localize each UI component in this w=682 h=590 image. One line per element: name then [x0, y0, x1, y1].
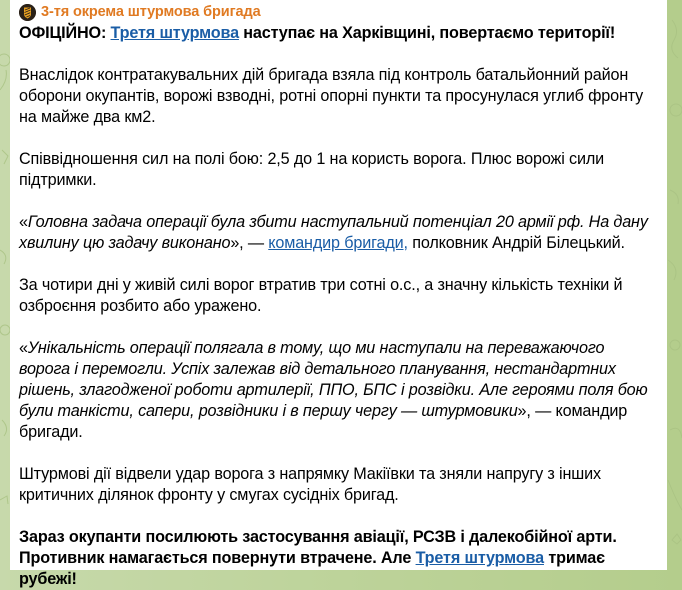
brigade-emblem-icon[interactable]: [19, 4, 36, 21]
paragraph-assault-actions: Штурмові дії відвели удар ворога з напрямку Макіївки та зняли напругу з інших критичних ділянок фронту у смугах сусідніх бригад.: [19, 465, 601, 504]
open-quote: «: [19, 339, 28, 357]
paragraph-operation-quote: [19, 338, 659, 443]
open-quote: «: [19, 213, 28, 231]
paragraph-enemy-losses: За чотири дні у живій силі ворог втратив три сотні о.с., а значну кількість техніки й озброєння розбито або уражено.: [19, 276, 623, 315]
paragraph-force-ratio: Співвідношення сил на полі бою: 2,5 до 1 на користь ворога. Плюс ворожі сили підтримки.: [19, 150, 605, 189]
third-assault-link[interactable]: Третя штурмова: [110, 24, 239, 42]
paragraph-counterattack: Внаслідок контратакувальних дій бригада взяла під контроль батальйонний район оборони окупантів, ворожі взводні, ротні опорні пункти та просунулася углиб фронту на майже два км2.: [19, 66, 644, 126]
message-text: [19, 23, 659, 590]
close-quote: », —: [230, 234, 269, 252]
message-headline: [19, 23, 659, 44]
message-sender[interactable]: [19, 2, 659, 22]
commander-quote-text: Головна задача операції була збити наступальний потенціал 20 армії рф. На дану хвилину цю задачу виконано: [19, 213, 648, 252]
third-assault-link-2[interactable]: Третя штурмова: [415, 549, 544, 567]
commander-attribution: полковник Андрій Білецький.: [407, 234, 625, 252]
conclusion-prefix: Зараз окупанти посилюють застосування авіації, РСЗВ і далекобійної арти. Противник намагається повернути втрачене. Але: [19, 528, 617, 567]
sender-name[interactable]: 3-тя окрема штурмова бригада: [41, 4, 261, 20]
brigade-commander-link[interactable]: командир бригади,: [268, 234, 408, 252]
paragraph-commander-quote: [19, 212, 659, 254]
paragraph-conclusion: [19, 527, 659, 590]
headline-prefix: ОФІЦІЙНО:: [19, 24, 111, 42]
operation-quote-attribution: », — командир бригади.: [19, 402, 628, 441]
conclusion-suffix: тримає рубежі!: [19, 549, 605, 588]
headline-suffix: наступає на Харківщині, повертаємо території!: [238, 24, 616, 42]
message-bubble: [10, 0, 667, 588]
operation-quote-text: Унікальність операції полягала в тому, що ми наступали на переважаючого ворога і перемогли. Успіх залежав від детального планування, нестандартних рішень, злагодженої роботи артилерії, ППО, БПС і розвідки. Але героями поля бою були танкісти, сапери, розвідники і в першу чергу — штурмовики: [19, 339, 648, 420]
